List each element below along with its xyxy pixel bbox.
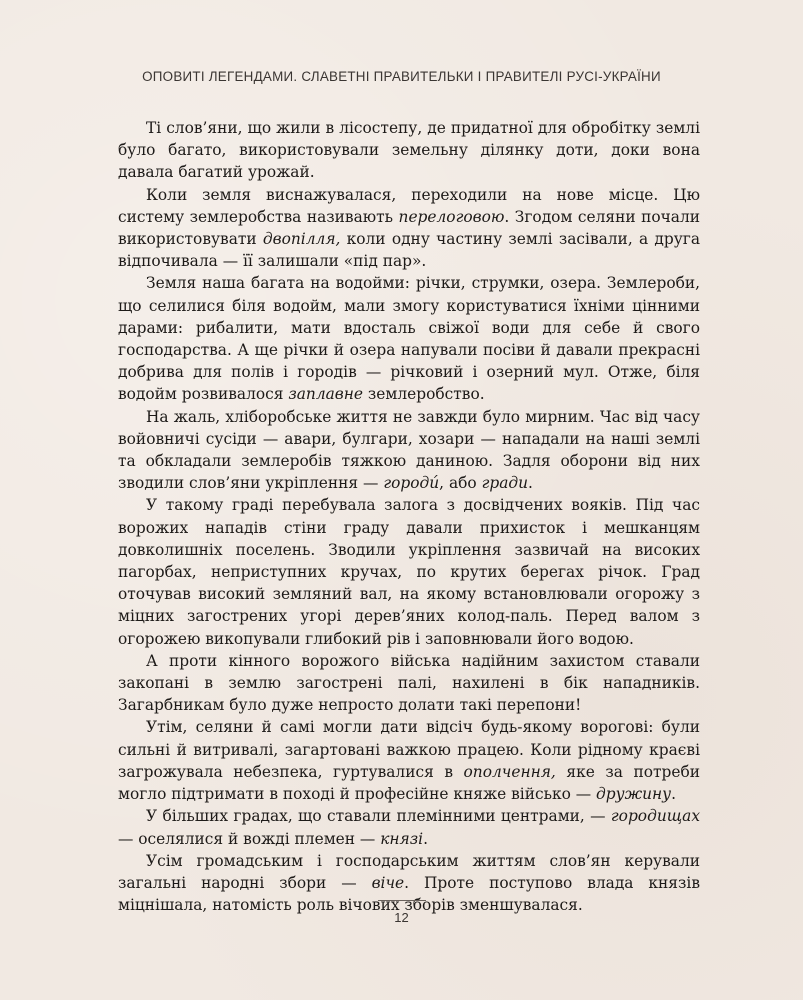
text-run: У такому граді перебувала залога з досвідчених вояків. Під час ворожих нападів стіни граду давали прихисток і мешканцям довколишніх поселень. Зводили укріплення зазвичай на високих пагорбах, неприступних кручах, по крутих берегах річок. Град оточував високий земляний вал, на якому встановлювали огорожу з міцних загострених угорі дерев’яних колод-паль. Перед валом з огорожею викопували глибокий рів і заповнювали його водою. <box>118 496 700 648</box>
paragraph <box>118 850 700 917</box>
text-run: А проти кінного ворожого війська надійним захистом ставали закопані в землю загострені палі, нахилені в бік нападників. Загарбникам було дуже непросто долати такі перепони! <box>118 651 700 715</box>
footer-rule <box>378 900 426 901</box>
text-run: коли одну частину землі засівали, а друга відпочивала — її залишали «під пар». <box>118 230 700 271</box>
italic-term: дружину <box>596 785 672 804</box>
italic-term: перелоговою <box>398 207 505 226</box>
italic-term: заплавне <box>288 385 364 404</box>
paragraph <box>118 406 700 495</box>
text-run: — оселялися й вожді племен — <box>118 829 381 848</box>
text-run: яке за потреби могло підтримати в поході й професійне княже військо — <box>118 762 700 804</box>
text-run: . <box>671 785 676 804</box>
italic-term: городищах <box>610 807 700 826</box>
italic-term: городи́ <box>383 474 440 493</box>
text-run: У більших градах, що ставали племінними центрами, — <box>146 807 611 826</box>
text-run: Утім, селяни й самі могли дати відсіч будь-якому ворогові: були сильні й витривалі, загартовані важкою працею. Коли рідному краєві загрожувала небезпека, гуртувалися в <box>118 718 700 781</box>
page-number: 12 <box>394 910 409 925</box>
text-run: . <box>423 829 428 848</box>
text-run: На жаль, хліборобське життя не завжди було мирним. Час від часу войовничі сусіди — авари, булгари, хозари — нападали на наші землі та обкладали землеробів тяжкою даниною. Задля оборони від них зводили слов’яни укріплення — <box>118 407 700 493</box>
italic-term: князі <box>380 829 424 848</box>
paragraph <box>118 117 700 184</box>
paragraph <box>118 650 700 717</box>
text-run: , або <box>439 474 482 493</box>
italic-term: віче <box>371 873 405 892</box>
text-run: . Згодом селяни почали використовувати <box>118 207 701 249</box>
italic-term: двопілля, <box>262 230 341 249</box>
paragraph <box>118 272 700 405</box>
text-run: Земля наша багата на водойми: річки, струмки, озера. Землероби, що селилися біля водойм, мали змогу користуватися їхніми цінними дарами: рибалити, мати вдосталь свіжої води для себе й свого господарства. А ще річки й озера напували посіви й давали прекрасні добрива для полів і городів — річковий і озерний мул. Отже, біля водойм розвивалося <box>118 274 700 404</box>
italic-term: ополчення, <box>463 762 556 781</box>
body-text <box>118 117 700 916</box>
text-run: Усім громадським і господарським життям слов’ян керували загальні народні збори — <box>118 851 700 892</box>
text-run: землеробство. <box>363 385 485 404</box>
text-run: Ті слов’яни, що жили в лісостепу, де придатної для обробітку землі було багато, використовували земельну ділянку доти, доки вона давала багатий урожай. <box>118 119 700 182</box>
paragraph <box>118 716 700 805</box>
text-run: . <box>528 474 533 493</box>
paragraph <box>118 184 700 273</box>
italic-term: гради <box>481 474 529 493</box>
text-run: Коли земля виснажувалася, переходили на нове місце. Цю систему землеробства називають <box>118 185 700 226</box>
paragraph <box>118 494 700 649</box>
running-header: ОПОВИТІ ЛЕГЕНДАМИ. СЛАВЕТНІ ПРАВИТЕЛЬКИ І ПРАВИТЕЛІ РУСІ-УКРАЇНИ <box>142 69 661 84</box>
paragraph <box>118 805 700 849</box>
text-run: . Проте поступово влада князів міцнішала, натомість роль вічових зборів зменшувалася. <box>118 873 700 915</box>
